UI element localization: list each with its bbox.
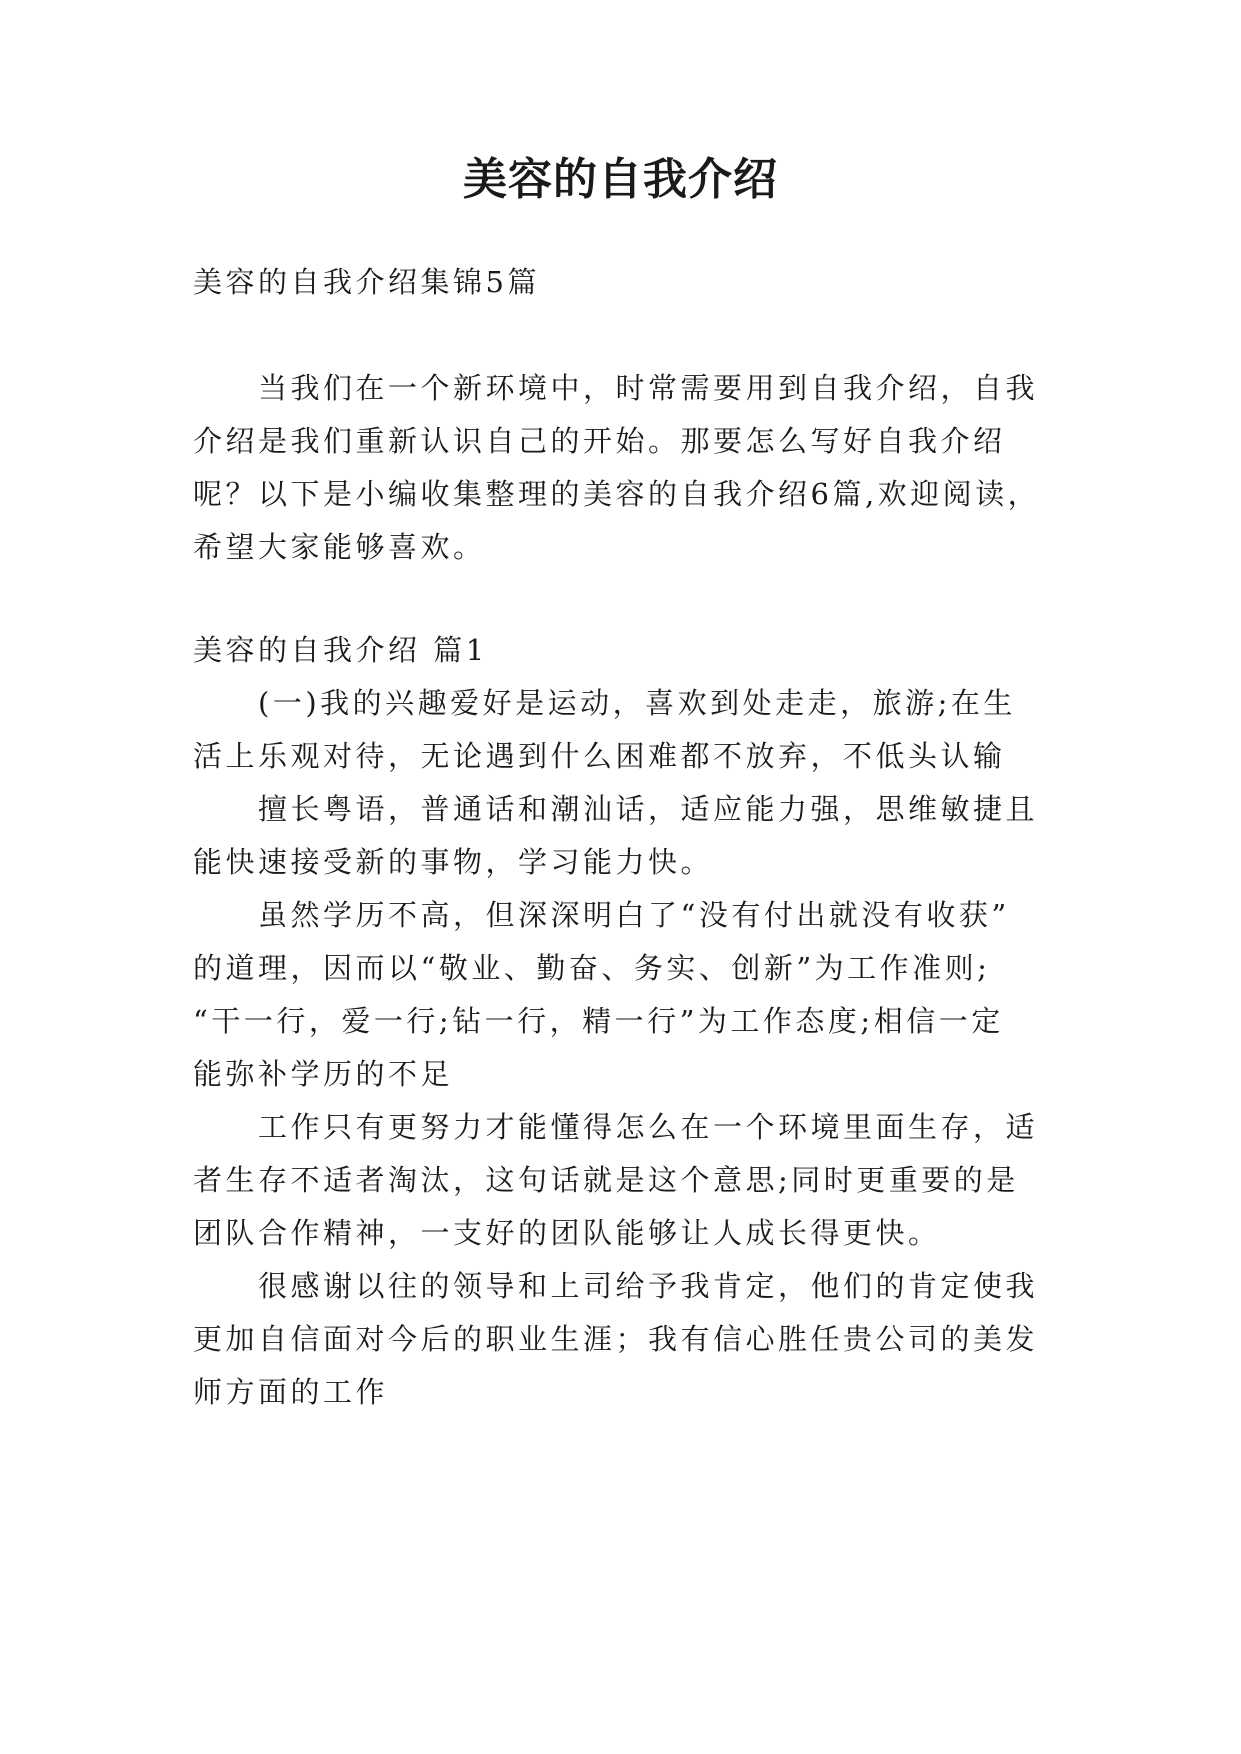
body-line: 活上乐观对待，无论遇到什么困难都不放弃，不低头认输 xyxy=(193,739,1006,773)
section-heading: 美容的自我介绍 篇1 xyxy=(193,633,488,667)
body-line: 虽然学历不高，但深深明白了“没有付出就没有收获” xyxy=(258,898,1010,932)
body-line: 团队合作精神，一支好的团队能够让人成长得更快。 xyxy=(193,1216,941,1250)
body-line: 擅长粤语，普通话和潮汕话，适应能力强，思维敏捷且 xyxy=(258,792,1039,826)
intro-line: 当我们在一个新环境中，时常需要用到自我介绍，自我 xyxy=(258,371,1039,405)
document-subtitle: 美容的自我介绍集锦5篇 xyxy=(193,265,540,299)
body-line: 更加自信面对今后的职业生涯；我有信心胜任贵公司的美发 xyxy=(193,1322,1039,1356)
intro-line: 希望大家能够喜欢。 xyxy=(193,530,486,564)
body-line: 工作只有更努力才能懂得怎么在一个环境里面生存，适 xyxy=(258,1110,1039,1144)
intro-line: 介绍是我们重新认识自己的开始。那要怎么写好自我介绍 xyxy=(193,424,1006,458)
body-line: 师方面的工作 xyxy=(193,1375,389,1409)
body-line: 者生存不适者淘汰，这句话就是这个意思;同时更重要的是 xyxy=(193,1163,1019,1197)
document-title: 美容的自我介绍 xyxy=(463,154,778,205)
body-line: 能快速接受新的事物，学习能力快。 xyxy=(193,845,714,879)
intro-line: 呢？以下是小编收集整理的美容的自我介绍6篇,欢迎阅读， xyxy=(193,477,1041,511)
body-line: “干一行，爱一行;钻一行，精一行”为工作态度;相信一定 xyxy=(193,1004,1004,1038)
body-line: 的道理，因而以“敬业、勤奋、务实、创新”为工作准则; xyxy=(193,951,991,985)
body-line: 很感谢以往的领导和上司给予我肯定，他们的肯定使我 xyxy=(258,1269,1039,1303)
body-line: (一)我的兴趣爱好是运动，喜欢到处走走，旅游;在生 xyxy=(258,686,1016,720)
body-line: 能弥补学历的不足 xyxy=(193,1057,454,1091)
